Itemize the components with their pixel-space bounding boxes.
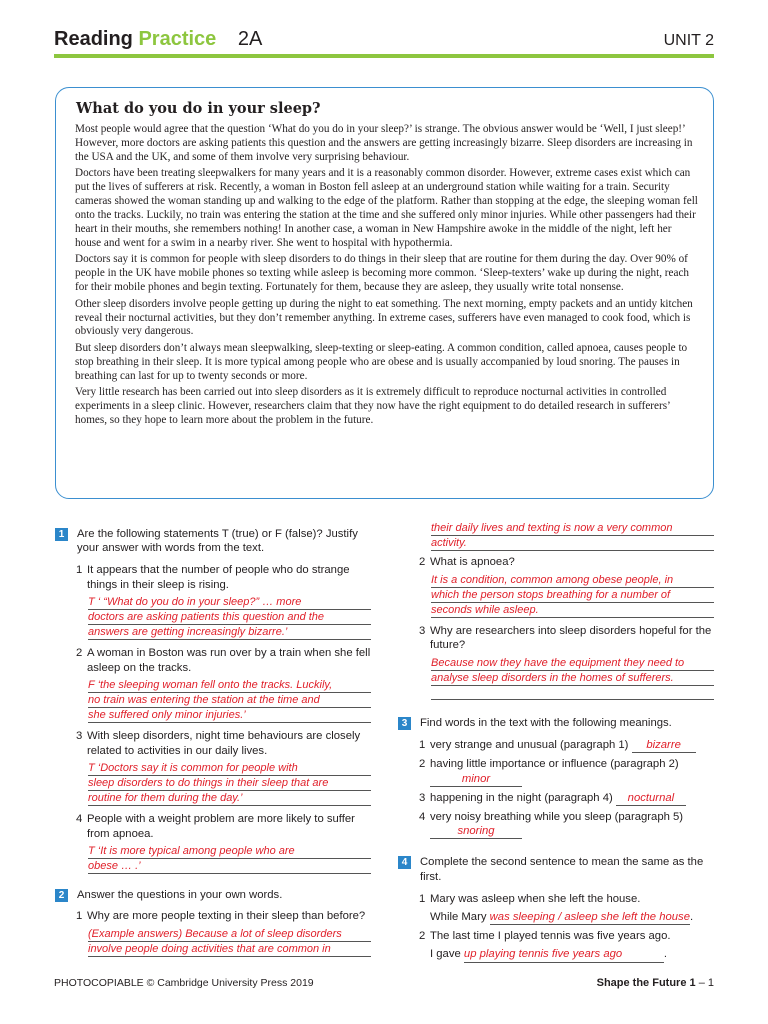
ex1-item-2: 2 A woman in Boston was run over by a train when she fell asleep on the tracks. [76,647,371,674]
ex1-answer-2[interactable]: F ‘the sleeping woman fell onto the tracks. Luckily, no train was entering the station at the time and she suffered only minor injuries.’ [88,678,371,724]
ex3-item-1: 1 very strange and unusual (paragraph 1) bizarre [419,738,714,753]
unit-label: UNIT 2 [663,32,714,49]
ex4-item-1: 1 Mary was asleep when she left the house. While Mary was sleeping / asleep she left the house. [419,892,714,925]
prompt-prefix: While Mary [430,911,487,924]
paragraph-5: But sleep disorders don’t always mean sleepwalking, sleep-texting or sleep-eating. A common condition, called apnoea, causes people to stop breathing in their sleep. It is more typical among people who are obese and is usually accompanied by loud snoring. The pauses in breathing can last for up to twenty seconds or more. [75,341,688,382]
ex2-item-3: 3 Why are researchers into sleep disorders hopeful for the future? [419,624,714,652]
question-text: What is apnoea? [430,556,515,569]
definition-text: very noisy breathing while you sleep (paragraph 5) [430,811,684,824]
paragraph-6: Very little research has been carried out into sleep disorders as it is extremely difficult to reproduce nocturnal activities in controlled experiments in a sleep clinic. However, researchers claim that they now have the right equipment to do detailed research in sufferers’ homes, so they hope to learn more about the problem in the future. [75,386,670,427]
ex3-item-2: 2 having little importance or influence (paragraph 2) minor [419,757,714,786]
section-code: 2A [237,28,263,50]
exercise-number: 4 [398,856,411,869]
title-reading: Reading [54,28,133,50]
ex2-answer-1[interactable]: (Example answers) Because a lot of sleep disorders involve people doing activities that are common in [88,927,371,957]
ex2-item-1: 1 Why are more people texting in their sleep than before? [76,909,371,923]
gap-answer[interactable]: minor [430,772,522,787]
ex1-answer-4[interactable]: T ‘It is more typical among people who are obese … .’ [88,844,371,874]
reading-box [55,87,714,499]
paragraph-3: Doctors say it is common for people with sleep disorders to do things in their sleep that are routine for them during the day. Over 90% of people in the UK have mobile phones so texting while asleep is becoming more common. ‘Sleep-texters’ wake up during the night, reach for their mobile phones and begin texting. Fortunately for them, because they are asleep, they usually write total nonsense. [75,253,690,294]
header-rule [54,54,714,58]
gap-answer[interactable]: was sleeping / asleep she left the house [490,910,690,925]
gap-answer[interactable]: bizarre [632,738,696,753]
ex1-item-4: 4 People with a weight problem are more likely to suffer from apnoea. [76,812,371,840]
question-text: With sleep disorders, night time behaviours are closely related to activities in our daily lives. [87,730,361,757]
exercise-instruction: Answer the questions in your own words. [77,889,283,902]
prompt-prefix: I gave [430,948,461,961]
page-title [54,28,262,51]
ex4-item-2: 2 The last time I played tennis was five years ago. I gave up playing tennis five years ago . [419,929,714,962]
reading-body [75,123,699,431]
question-text: Why are researchers into sleep disorders hopeful for the future? [430,625,712,652]
left-column [55,527,371,957]
gap-answer[interactable]: nocturnal [616,791,686,806]
exercise-number: 3 [398,717,411,730]
question-text: People with a weight problem are more likely to suffer from apnoea. [87,813,355,840]
paragraph-2: Doctors have been treating sleepwalkers for many years and it is a reasonably common disorder. However, extreme cases exist which can put the lives of sufferers at risk. Recently, a woman in Boston fell asleep at an underground station while waiting for a train. Security cameras showed the woman standing up and walking to the edge of the platform. Rather than stopping at the edge, the sleeping woman fell onto the tracks. Luckily, no train was entering the station at the time and she suffered only minor injuries. While other passengers had their heart in their mouths, she remembers nothing! In another case, a woman in New Hampshire awoke in the middle of the night, left her house and went for a swim in a nearby river. She went to hospital with hypothermia. [75,167,698,249]
ex3-item-3: 3 happening in the night (paragraph 4) nocturnal [419,791,714,806]
exercise-number: 2 [55,889,68,902]
page-footer [597,977,714,989]
exercise-instruction: Find words in the text with the following meanings. [420,717,672,730]
gap-answer[interactable]: snoring [430,824,522,839]
question-text: Why are more people texting in their sleep than before? [87,910,366,923]
question-text: It appears that the number of people who do strange things in their sleep is rising. [87,564,350,591]
ex1-answer-1[interactable]: T ‘ “What do you do in your sleep?” … more doctors are asking patients this question and the answers are getting increasingly bizarre.’ [88,595,371,641]
paragraph-4: Other sleep disorders involve people getting up during the night to eat something. The next morning, empty packets and an untidy kitchen reveal their nocturnal activities, but they don’t remember anything. In extreme cases, sufferers have even managed to cook food, which is obviously very dangerous. [75,297,693,338]
definition-text: very strange and unusual (paragraph 1) [430,739,629,752]
right-column [398,521,714,963]
ex2-answer-2[interactable]: It is a condition, common among obese people, in which the person stops breathing for a number of seconds while asleep. [431,573,714,619]
title-practice: Practice [138,28,217,50]
page-number: – 1 [695,977,714,989]
page-header [54,28,714,56]
paragraph-1: Most people would agree that the question ‘What do you do in your sleep?’ is strange. The obvious answer would be ‘Well, I just sleep!’ However, more doctors are asking patients this question and the answers are getting increasingly bizarre. Sleep disorders are increasing in the USA and the UK, and some of them involve very surprising behaviour. [75,123,693,163]
reading-title: What do you do in your sleep? [76,100,321,117]
definition-text: having little importance or influence (paragraph 2) [430,758,679,771]
source-sentence: The last time I played tennis was five years ago. [430,930,671,943]
exercise-number: 1 [55,528,68,541]
exercise-instruction: Complete the second sentence to mean the same as the first. [420,856,704,883]
book-title: Shape the Future 1 [596,977,696,989]
gap-answer[interactable]: up playing tennis five years ago [464,947,664,962]
exercise-3 [398,716,714,730]
exercise-4 [398,855,714,883]
ex3-item-4: 4 very noisy breathing while you sleep (paragraph 5) snoring [419,810,714,839]
definition-text: happening in the night (paragraph 4) [430,791,613,804]
ex2-answer-1-continued[interactable]: their daily lives and texting is now a very common activity. [431,521,714,551]
ex1-item-3: 3 With sleep disorders, night time behaviours are closely related to activities in our daily lives. [76,729,371,757]
ex1-answer-3[interactable]: T ‘Doctors say it is common for people with sleep disorders to do things in their sleep that are routine for them during the day.’ [88,761,371,807]
blank-answer-line [431,686,714,700]
ex2-item-2: 2 What is apnoea? [419,555,714,569]
exercise-2 [55,888,371,902]
ex2-answer-3[interactable]: Because now they have the equipment they need to analyse sleep disorders in the homes of sufferers. [431,656,714,700]
source-sentence: Mary was asleep when she left the house. [430,892,641,905]
copyright-footer: PHOTOCOPIABLE © Cambridge University Press 2019 [54,977,314,989]
exercise-instruction: Are the following statements T (true) or F (false)? Justify your answer with words from the text. [77,528,358,555]
ex1-item-1: 1 It appears that the number of people who do strange things in their sleep is rising. [76,563,371,591]
exercise-1 [55,527,371,555]
question-text: A woman in Boston was run over by a train when she fell asleep on the tracks. [87,647,371,674]
